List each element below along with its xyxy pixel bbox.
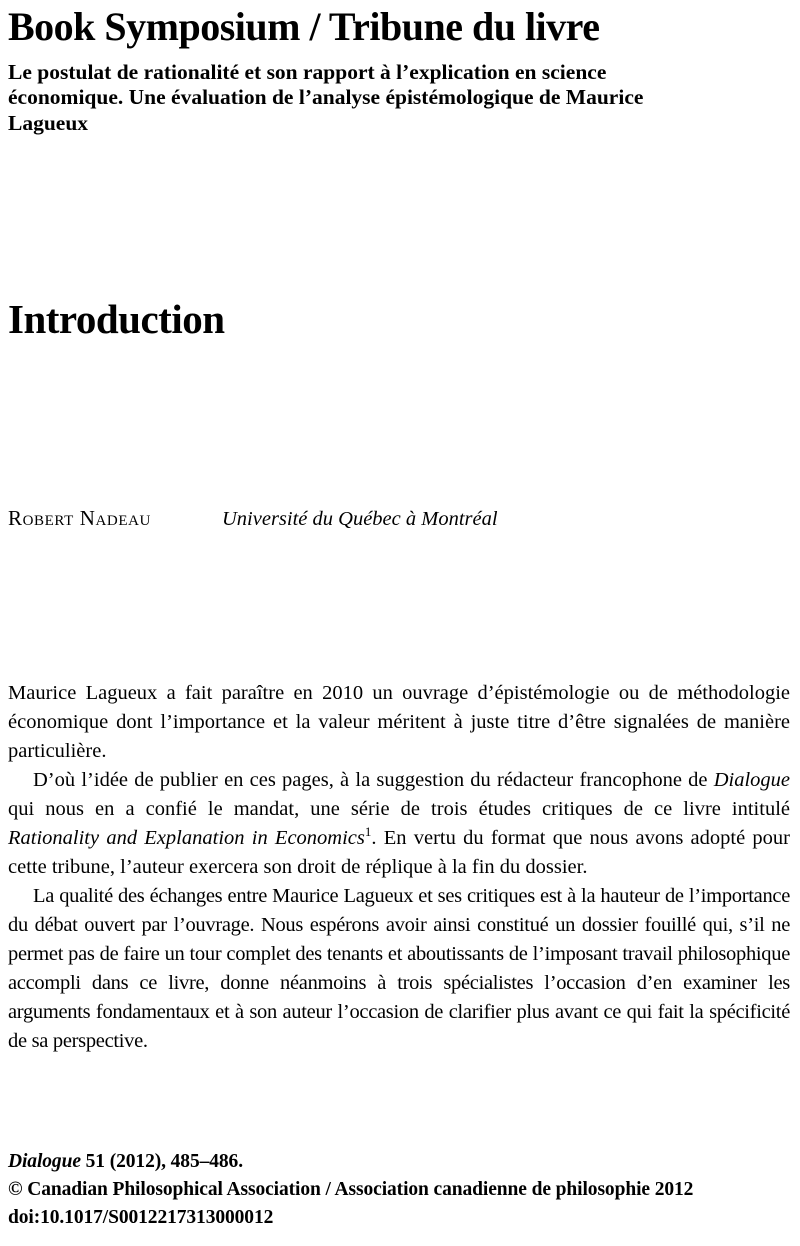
text-run: Rationality and Explanation in Economics (8, 826, 365, 849)
article-body (8, 679, 790, 1056)
body-paragraph-2 (8, 766, 790, 882)
text-run: 51 (2012), 485–486. (80, 1151, 243, 1172)
page-footer (8, 1148, 790, 1232)
doi-line: doi:10.1017/S0012217313000012 (8, 1207, 274, 1228)
body-paragraph-3 (8, 882, 790, 1056)
text-run: D’où l’idée de publier en ces pages, à la suggestion du rédacteur francophone de (33, 768, 714, 791)
text-run: La qualité des échanges entre Maurice Lagueux et ses critiques est à la hauteur de l’importance du débat ouvert par l’ouvrage. Nous espérons avoir ainsi constitué un dossier fouillé qui, s’il ne permet pas de faire un tour complet des tenants et aboutissants de l’imposant travail philosophique accompli dans ce livre, donne néanmoins à trois spécialistes l’occasion d’en examiner les arguments fondamentaux et à son auteur l’occasion de clarifier plus avant ce qui fait la spécificité de sa perspective. (8, 884, 790, 1052)
author-row (8, 505, 790, 533)
subtitle-line: Lagueux (8, 110, 89, 135)
author-affiliation: Université du Québec à Montréal (222, 508, 498, 531)
section-heading-introduction: Introduction (8, 296, 225, 343)
text-run: . En vertu du format que nous avons adopté pour cette tribune, l’auteur exercera son droit de réplique à la fin du dossier. (8, 826, 790, 878)
journal-citation (8, 1148, 790, 1176)
subtitle-line: Le postulat de rationalité et son rapport à l’explication en science (8, 60, 607, 84)
body-paragraph-1 (8, 679, 790, 766)
article-title: Book Symposium / Tribune du livre (8, 4, 600, 49)
author-name: Robert Nadeau (8, 506, 151, 531)
subtitle-line: économique. Une évaluation de l’analyse épistémologique de Maurice (8, 85, 644, 110)
text-run: Maurice Lagueux a fait paraître en 2010 un ouvrage d’épistémologie ou de méthodologie économique dont l’importance et la valeur méritent à juste titre d’être signalées de manière particulière. (8, 681, 790, 762)
text-run: Dialogue (8, 1151, 81, 1172)
text-run: Dialogue (713, 768, 790, 791)
copyright-line: © Canadian Philosophical Association / Association canadienne de philosophie 2012 (8, 1179, 694, 1200)
footnote-reference: 1 (364, 824, 372, 840)
article-subtitle (8, 60, 790, 136)
text-run: qui nous en a confié le mandat, une série de trois études critiques de ce livre intitulé (8, 797, 790, 820)
